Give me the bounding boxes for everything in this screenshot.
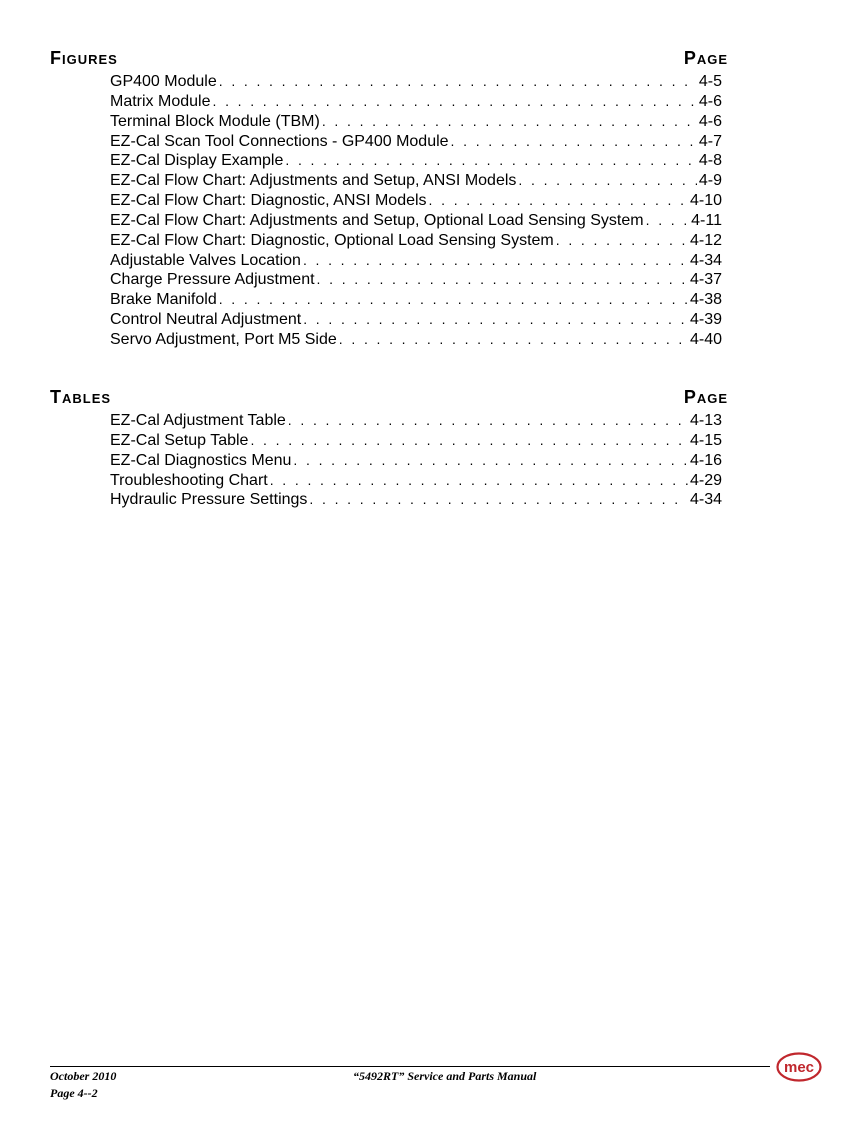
figure-entry-page: 4-10	[689, 192, 722, 210]
figure-entry-page: 4-40	[689, 330, 722, 348]
figure-entry-label: Terminal Block Module (TBM)	[110, 112, 320, 130]
footer-manual-title: “5492RT” Service and Parts Manual	[353, 1069, 537, 1083]
tables-header	[50, 385, 728, 409]
table-entry-label: Troubleshooting Chart	[110, 471, 268, 489]
dot-leader	[556, 231, 688, 251]
table-entry-page: 4-13	[689, 412, 722, 429]
tables-page-heading: Page	[683, 387, 728, 407]
figure-entry[interactable]	[110, 171, 722, 191]
tables-list	[110, 411, 722, 510]
figure-entry[interactable]	[110, 191, 722, 211]
figure-entry-label: GP400 Module	[110, 73, 217, 90]
dot-leader	[219, 72, 697, 92]
figure-entry[interactable]	[110, 251, 722, 271]
figure-entry[interactable]	[110, 270, 722, 290]
dot-leader	[250, 431, 688, 451]
table-entry-page: 4-16	[689, 451, 722, 469]
figure-entry[interactable]	[110, 211, 722, 231]
dot-leader	[293, 451, 688, 471]
figure-entry[interactable]	[110, 231, 722, 251]
dot-leader	[303, 251, 688, 271]
figure-entry-page: 4-6	[698, 112, 722, 130]
figure-entry[interactable]	[110, 290, 722, 310]
figure-entry-label: EZ-Cal Flow Chart: Adjustments and Setup, ANSI Models	[110, 172, 517, 190]
figure-entry-page: 4-34	[689, 251, 722, 269]
table-entry-page: 4-29	[689, 471, 722, 489]
figure-entry[interactable]	[110, 72, 722, 92]
figures-heading: Figures	[50, 48, 118, 68]
figure-entry[interactable]	[110, 310, 722, 330]
figure-entry-page: 4-5	[698, 73, 722, 90]
figure-entry[interactable]	[110, 112, 722, 132]
figure-entry-label: EZ-Cal Flow Chart: Adjustments and Setup, Optional Load Sensing System	[110, 211, 644, 229]
figure-entry-page: 4-9	[698, 172, 722, 190]
table-entry[interactable]	[110, 451, 722, 471]
dot-leader	[322, 112, 697, 132]
figure-entry-label: Brake Manifold	[110, 291, 217, 309]
dot-leader	[309, 490, 688, 510]
figure-entry-label: EZ-Cal Flow Chart: Diagnostic, ANSI Models	[110, 192, 427, 210]
table-entry[interactable]	[110, 411, 722, 431]
figure-entry-page: 4-7	[698, 132, 722, 150]
dot-leader	[646, 211, 690, 231]
figure-entry-page: 4-8	[698, 152, 722, 170]
dot-leader	[518, 171, 696, 191]
table-entry-label: EZ-Cal Adjustment Table	[110, 412, 286, 429]
footer-date: October 2010	[50, 1069, 117, 1083]
dot-leader	[317, 270, 688, 290]
dot-leader	[429, 191, 688, 211]
figure-entry-label: Charge Pressure Adjustment	[110, 271, 315, 289]
table-entry-page: 4-34	[689, 491, 722, 509]
dot-leader	[219, 290, 688, 310]
figure-entry-page: 4-37	[689, 271, 722, 289]
tables-heading: Tables	[50, 387, 112, 407]
figure-entry-label: EZ-Cal Scan Tool Connections - GP400 Module	[110, 132, 449, 150]
mec-logo-text: mec	[783, 1059, 815, 1076]
footer-rule	[50, 1066, 770, 1067]
dot-leader	[212, 92, 696, 112]
table-entry-label: Hydraulic Pressure Settings	[110, 491, 308, 509]
table-entry-page: 4-15	[689, 431, 722, 449]
figure-entry-label: Adjustable Valves Location	[110, 251, 301, 269]
dot-leader	[270, 471, 688, 491]
dot-leader	[288, 411, 688, 431]
figure-entry-label: EZ-Cal Display Example	[110, 152, 284, 170]
figure-entry[interactable]	[110, 92, 722, 112]
figures-header	[50, 46, 728, 70]
figure-entry-page: 4-6	[698, 92, 722, 110]
dot-leader	[285, 151, 696, 171]
figure-entry-label: Control Neutral Adjustment	[110, 311, 302, 329]
figure-entry-label: Matrix Module	[110, 92, 211, 110]
table-entry-label: EZ-Cal Diagnostics Menu	[110, 451, 292, 469]
table-entry[interactable]	[110, 490, 722, 510]
table-entry-label: EZ-Cal Setup Table	[110, 431, 249, 449]
mec-logo	[776, 1052, 822, 1082]
table-entry[interactable]	[110, 471, 722, 491]
figure-entry-page: 4-39	[689, 311, 722, 329]
figures-list	[110, 72, 722, 350]
figures-page-heading: Page	[683, 48, 728, 68]
figure-entry[interactable]	[110, 330, 722, 350]
dot-leader	[303, 310, 688, 330]
figure-entry-page: 4-12	[689, 231, 722, 249]
figure-entry-label: EZ-Cal Flow Chart: Diagnostic, Optional Load Sensing System	[110, 231, 554, 249]
figure-entry[interactable]	[110, 132, 722, 152]
figure-entry-page: 4-11	[691, 211, 722, 229]
figure-entry-page: 4-38	[689, 291, 722, 309]
table-entry[interactable]	[110, 431, 722, 451]
figure-entry-label: Servo Adjustment, Port M5 Side	[110, 330, 337, 348]
footer-page-number: Page 4--2	[50, 1086, 98, 1100]
figure-entry[interactable]	[110, 151, 722, 171]
dot-leader	[451, 132, 697, 152]
dot-leader	[339, 330, 688, 350]
